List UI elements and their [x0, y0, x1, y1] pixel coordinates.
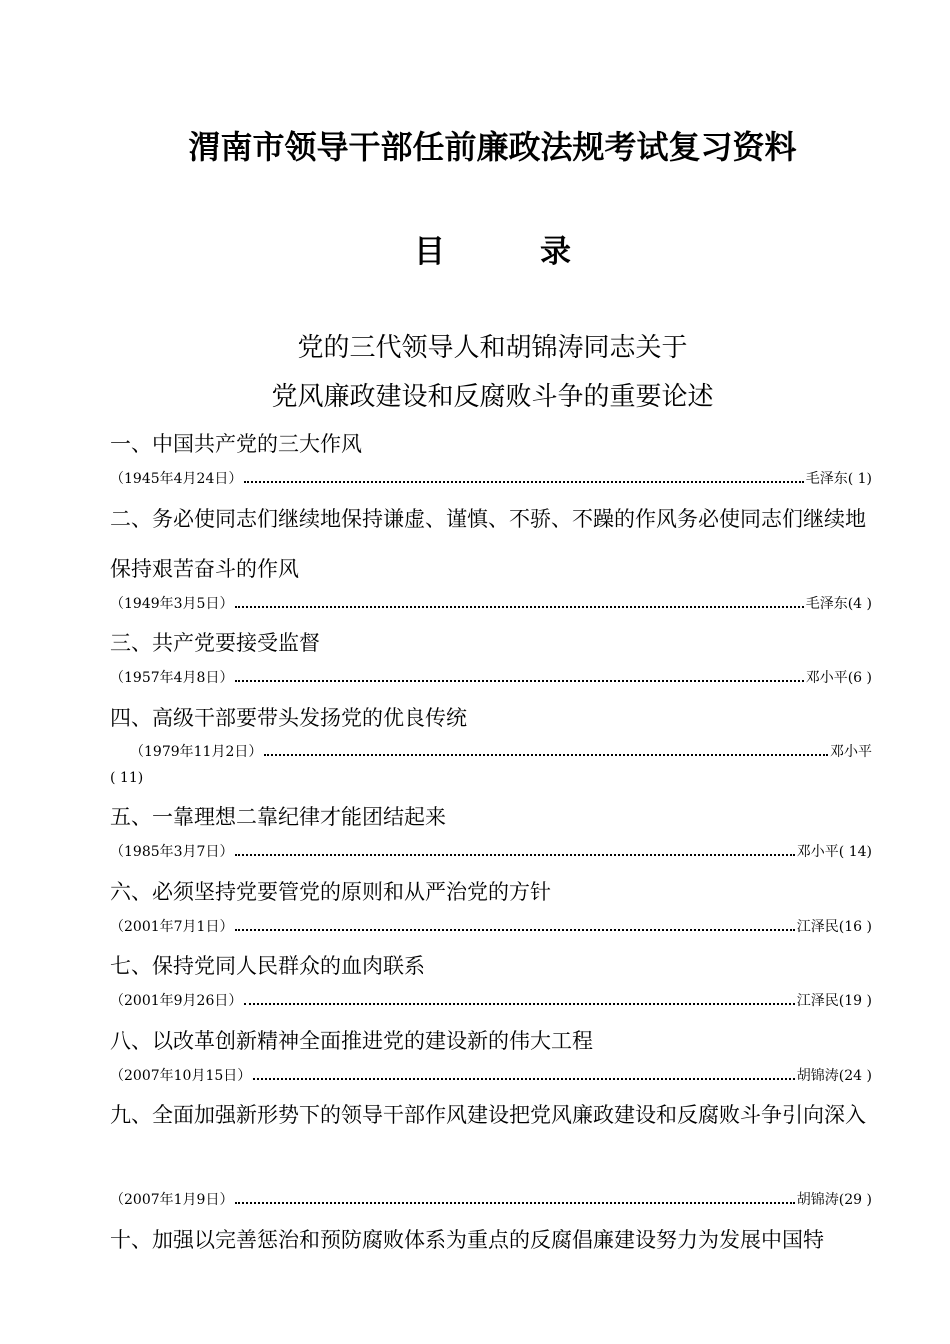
document-title: 渭南市领导干部任前廉政法规考试复习资料: [188, 128, 797, 166]
leader-dots: [235, 836, 794, 856]
toc-item-entry[interactable]: [110, 669, 872, 687]
toc-item-author-page: 江泽民(19 ): [796, 993, 872, 1009]
toc-item-author: 邓小平: [830, 744, 872, 760]
toc-item-date: （2007年1月9日）: [110, 1192, 234, 1208]
toc-item-entry[interactable]: [110, 1067, 872, 1085]
toc-item-author-page: 邓小平(6 ): [805, 670, 872, 686]
toc-item-author-page: 邓小平( 14): [796, 844, 872, 860]
toc-item-title[interactable]: 五、一靠理想二靠纪律才能团结起来: [110, 805, 446, 829]
toc-item-title[interactable]: 六、必须坚持党要管党的原则和从严治党的方针: [110, 880, 551, 904]
section-subtitle-line-2: 党风廉政建设和反腐败斗争的重要论述: [271, 382, 714, 412]
toc-item-author-page: 胡锦涛(24 ): [796, 1068, 872, 1084]
toc-item-entry[interactable]: [110, 843, 872, 861]
toc-item-entry[interactable]: [110, 992, 872, 1010]
toc-item-date: （2007年10月15日）: [110, 1068, 252, 1084]
toc-item-title[interactable]: 三、共产党要接受监督: [110, 631, 320, 655]
toc-item-title[interactable]: 四、高级干部要带头发扬党的优良传统: [110, 706, 467, 730]
leader-dots: [235, 1184, 794, 1204]
section-subtitle-line-1: 党的三代领导人和胡锦涛同志关于: [297, 333, 688, 363]
toc-item-date: （1985年3月7日）: [110, 844, 234, 860]
toc-item-entry[interactable]: [110, 595, 872, 613]
leader-dots: [253, 1060, 795, 1080]
toc-item-entry[interactable]: [110, 470, 872, 488]
toc-item-title[interactable]: 八、以改革创新精神全面推进党的建设新的伟大工程: [110, 1029, 593, 1053]
leader-dots: [235, 911, 794, 931]
toc-item-date: （2001年9月26日）: [110, 993, 243, 1009]
toc-item-date: （1979年11月2日）: [130, 744, 263, 760]
toc-heading-char-1: 目: [414, 234, 445, 270]
toc-heading: [0, 226, 950, 271]
toc-item-author-page: 胡锦涛(29 ): [796, 1192, 872, 1208]
toc-item-title[interactable]: 二、务必使同志们继续地保持谦虚、谨慎、不骄、不躁的作风务必使同志们继续地保持艰苦奋斗的作风: [110, 507, 866, 581]
leader-dots: [264, 736, 828, 756]
toc-heading-char-2: 录: [540, 234, 571, 270]
toc-item-title[interactable]: 十、加强以完善惩治和预防腐败体系为重点的反腐倡廉建设努力为发展中国特: [110, 1228, 824, 1252]
toc-item-date: （1945年4月24日）: [110, 471, 243, 487]
toc-item-title[interactable]: 九、全面加强新形势下的领导干部作风建设把党风廉政建设和反腐败斗争引向深入: [110, 1103, 866, 1127]
toc-item-entry[interactable]: [110, 918, 872, 936]
toc-item-author-page: 江泽民(16 ): [796, 919, 872, 935]
leader-dots: [244, 463, 803, 483]
toc-item-date: （1957年4月8日）: [110, 670, 234, 686]
toc-item-entry[interactable]: [110, 1191, 872, 1209]
toc-item-title[interactable]: 七、保持党同人民群众的血肉联系: [110, 954, 425, 978]
toc-item-author-page: 毛泽东( 1): [805, 471, 872, 487]
toc-item-page: ( 11): [110, 770, 144, 786]
toc-item-date: （1949年3月5日）: [110, 596, 234, 612]
toc-item-date: （2001年7月1日）: [110, 919, 234, 935]
leader-dots: [235, 588, 803, 608]
leader-dots: [235, 662, 803, 682]
toc-item-author-page: 毛泽东(4 ): [805, 596, 872, 612]
toc-item-entry[interactable]: [130, 743, 872, 761]
toc-item-title[interactable]: 一、中国共产党的三大作风: [110, 432, 362, 456]
leader-dots: [244, 985, 794, 1005]
